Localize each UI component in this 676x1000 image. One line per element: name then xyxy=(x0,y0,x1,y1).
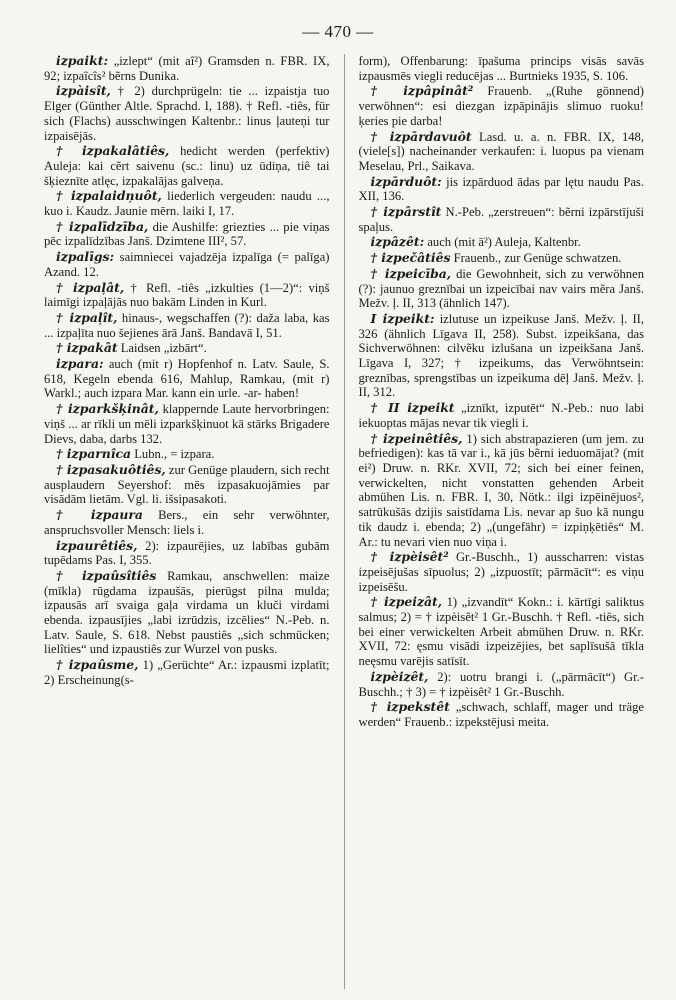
dictionary-entry-izpeiciba xyxy=(359,267,645,311)
page-number: — 470 — xyxy=(302,22,374,41)
entry-headword: izpaikt: xyxy=(56,54,109,68)
entry-body: „izlept“ (mit aî²) Gramsden n. FBR. IX, 92; izpaîcîs² bẽrns Dunika. xyxy=(44,54,330,83)
dictionary-entry-izpecaties xyxy=(359,251,645,266)
dictionary-entry-izparkskinat xyxy=(44,402,330,446)
dictionary-entry-izpardavuot xyxy=(359,130,645,174)
entry-headword: † izpèisêt² xyxy=(370,549,449,565)
entry-body: zur Genüge plaudern, sich recht ausplaudern Seyershof: mēs izpasakuojāmies par visādām lietām. Vgl. li. išsipasakoti. xyxy=(44,462,330,507)
entry-body: die Gewohnheit, sich zu verwöhnen (?): jaunuo greznībai un izpeicībai nav vairs mẽra Janš. Mežv. ļ. II, 313 (ähnlich 147). xyxy=(358,266,644,311)
entry-headword: † izparnîca xyxy=(56,446,132,462)
entry-body: Lubn., = izpara. xyxy=(134,447,215,462)
dictionary-entry-izpakat xyxy=(44,341,330,356)
dictionary-entry-izpasakuoties xyxy=(44,463,330,507)
dictionary-entry-izpaura xyxy=(44,508,330,537)
left-column xyxy=(44,54,330,989)
dictionary-entry-izpalaidnuot xyxy=(44,189,330,218)
entry-headword: † izpâpinât² xyxy=(370,83,474,99)
dictionary-entry-izpeizat xyxy=(359,595,645,669)
dictionary-entry-izpekstet xyxy=(359,700,645,729)
entry-body: 1) sich abstrapazieren (um jem. zu befriedigen): kas tā var i., kā jūs bẽrni ieduomājat? (mit ei²) Druw. n. RKr. XVII, 72; sich bei einer feinen, verwickelten, nicht vonstatten gehenden Arbeit abmühen Lis. n. FBR. I, 30, Nötk.: ilgi izpēinējuos², satrūkušās dzijis saistīdama Lis. nevar ap šuo kā nungu tik daudz i. ebenda; 2) „(ungefähr) = izpiņķētiês“ M. Ar.: tu nevari vien nuo viņa i. xyxy=(358,431,644,549)
entry-headword: † izpaļât, xyxy=(56,279,125,295)
entry-body: form), Offenbarung: īpašuma princips visās savās izpausmēs viegli reducējas ... Burtnieks 1935, S. 106. xyxy=(358,54,644,83)
entry-headword: † izpaļît, xyxy=(56,309,118,325)
entry-headword: † izpeicība, xyxy=(370,265,452,281)
entry-headword: izpalīgs: xyxy=(56,249,115,265)
entry-body: „schwach, schlaff, mager und träge werden“ Frauenb.: izpekstējusi meita. xyxy=(358,700,644,729)
entry-body: Laidsen „izbārt“. xyxy=(120,341,207,356)
entry-body: Gr.-Buschh., 1) ausscharren: vistas izpeisējušas sīpuolus; 2) „izpuostīt; pārmācīt“: es viņu izpeisēšu. xyxy=(358,550,644,594)
dictionary-entry-izpeiset xyxy=(359,550,645,594)
dictionary-entry-izpapinat xyxy=(359,84,645,128)
entry-headword: † izpeinêtiês, xyxy=(370,430,463,446)
entry-body: izlutuse un izpeikuse Janš. Mežv. ļ. II, 326 (ähnlich Līgava II, 258). Subst. izpeikšana, das Sichverwöhnen: cilvẽku izlušana un izpeikšana Janš. Līgava I, 327; † izpeikums, das Verwöhntsein: greznības, sprengstības un izpeikuma dēļ Janš. Mežv. ļ. II, 312. xyxy=(358,311,644,400)
dictionary-entry-izpaligs xyxy=(44,250,330,279)
entry-headword: izpàisît, xyxy=(56,83,111,99)
entry-headword: izpèizêt, xyxy=(370,668,429,684)
entry-body: Bers., ein sehr verwöhnter, anspruchsvoller Mensch: liels i. xyxy=(44,508,330,537)
entry-headword: † izpârstît xyxy=(370,204,442,220)
entry-body: klappernde Laute hervorbringen: viņš ... ar rīkli un mēli izparkšķinuot kā stārks Brigadere Dievs, daba, darbs 132. xyxy=(44,402,330,446)
entry-body: † 2) durchprügeln: tie ... izpaistja tuo Elger (Günther Altle. Sprachd. I, 188). † Refl. -tiês, für sich (Flachs) ausschwingen Kaltenbr.: linus ļauteņi tur izpaisējās. xyxy=(44,84,330,143)
dictionary-entry-izpausities xyxy=(44,569,330,657)
entry-headword: izpārduôt: xyxy=(370,173,442,189)
entry-body: hedicht werden (perfektiv) Auleja: kai cẽrt saivenu (sc.: linu) uz ūdiņa, tiê tai šķieznīte atlęc, izpakalājas galveņa. xyxy=(44,144,330,188)
entry-headword: izpâzêt: xyxy=(370,234,425,250)
dictionary-entry-izpeineties xyxy=(359,432,645,550)
entry-body: jis izpārduod ādas par lętu naudu Pas. XII, 136. xyxy=(358,174,644,204)
dictionary-entry-izpeikt2 xyxy=(359,401,645,430)
entry-headword: † izpakât xyxy=(56,340,118,356)
entry-body: auch (mit ā²) Auleja, Kaltenbr. xyxy=(427,235,581,250)
dictionary-entry-izpeizet xyxy=(359,670,645,699)
entry-headword: † II izpeikt xyxy=(370,400,455,416)
entry-body: auch (mit r) Hopfenhof n. Latv. Saule, S. 618, Kegeln ebenda 616, Mahlup, Ramkau, (mit r) Warkl.; auch izpara Mar. kann ein urle. -ar- haben! xyxy=(44,357,330,401)
entry-body: „iznīkt, izputēt“ N.-Peb.: nuo labi iekuoptas mājas nevar tik viegli i. xyxy=(358,401,644,430)
entry-headword: † izpaûsme, xyxy=(56,657,139,673)
dictionary-entry-izparnica xyxy=(44,447,330,462)
entry-body: 2): uotru brangi i. („pārmācīt“) Gr.-Buschh.; † 3) = † izpèisêt² 1 Gr.-Buschh. xyxy=(358,669,644,699)
entry-body: liederlich vergeuden: naudu ..., kuo i. Kaudz. Jaunie mērn. laiki I, 17. xyxy=(44,189,330,219)
dictionary-entry-izpalidziba xyxy=(44,220,330,249)
dictionary-entry-izpaisit xyxy=(44,84,330,143)
dictionary-entry-izpalat xyxy=(44,281,330,310)
entry-headword: izpara: xyxy=(56,356,104,372)
dictionary-columns xyxy=(44,54,644,989)
entry-headword: izpaurêtiês, xyxy=(56,537,138,553)
entry-headword: † izpeizât, xyxy=(370,594,443,610)
entry-headword: † izpārdavuôt xyxy=(370,128,472,144)
right-column xyxy=(359,54,645,989)
dictionary-entry-izpara xyxy=(44,357,330,401)
entry-body: 1) „izvandīt“ Kokn.: i. kārtīgi saliktus salmus; 2) = † izpèisêt² 1 Gr.-Buschh. † Refl. -tiês, sich bei einer verwickelten Arbeit abmühen Druw. n. RKr. XVII, 72: ęsmu visādi izpeizējies, bet saplīsušā tīkla neęsmu varējis satīsīt. xyxy=(358,595,644,669)
dictionary-entry-izpalit xyxy=(44,311,330,340)
dictionary-entry-izpaikt xyxy=(44,54,330,83)
entry-body: 2): izpaurējies, uz labības gubām tupēdams Pas. I, 355. xyxy=(44,538,330,568)
entry-headword: † izpalīdzība, xyxy=(56,218,149,234)
entry-body: Frauenb., zur Genüge schwatzen. xyxy=(453,251,622,266)
dictionary-entry-izpaureties xyxy=(44,539,330,568)
entry-headword: † izparkšķinât, xyxy=(56,401,159,417)
entry-headword: † izpasakuôtiês, xyxy=(56,461,166,477)
entry-headword: † izpekstêt xyxy=(370,699,450,715)
dictionary-entry-izparduot xyxy=(359,175,645,204)
entry-body: Frauenb. „(Ruhe gönnend) verwöhnen“: esi diezgan izpāpinājis slimuo ruoku! ķeries pie darba! xyxy=(358,84,644,128)
dictionary-entry-izpakalaties xyxy=(44,144,330,188)
entry-body: Ramkau, anschwellen: maize (mīkla) rūgdama izpaušās, pierūgst pilna mulda; izpausās arī svaiga gaļa virdama un kluči virdami ebenda. izpausījies „labi izrūdzis, izcēlies“ N.-Peb. n. Latv. Saule, S. 618. Nebst paustiês „sich schmücken; lielîties“ und izpaustiês zur Wurzel von pusks. xyxy=(44,568,330,657)
entry-headword: † izpaûsîtiês xyxy=(56,567,157,583)
entry-body: † Refl. -tiês „izkulties (1—2)“: viņš laimīgi izpaļājās nuo bakām Linden in Kurl. xyxy=(44,280,330,310)
dictionary-entry-izpazet xyxy=(359,235,645,250)
entry-headword: † izpalaidņuôt, xyxy=(56,188,162,204)
entry-headword: † izpečâtiês xyxy=(370,250,451,266)
dictionary-entry-izpausme xyxy=(44,658,330,687)
column-divider xyxy=(344,54,345,989)
entry-body: N.-Peb. „zerstreuen“: bẽrni izpārstījuši spaļus. xyxy=(358,205,644,234)
entry-body: Lasd. u. a. n. FBR. IX, 148, (viele[s]) nacheinander verkaufen: i. luopus pa vienam Meselau, Prl., Saikava. xyxy=(358,129,644,173)
entry-headword: I izpeikt: xyxy=(370,310,435,326)
entry-headword: † izpakalâtiês, xyxy=(56,143,170,159)
entry-body: hinaus-, wegschaffen (?): daža laba, kas ... izpaļīta nuo šejienes ārā Janš. Bandavā I, 51. xyxy=(44,310,330,340)
entry-body: saimniecei vajadzēja izpalīga (= palīga) Azand. 12. xyxy=(44,250,330,279)
entry-headword: † izpaura xyxy=(56,507,143,523)
dictionary-entry-cont-form xyxy=(359,54,645,83)
dictionary-entry-izparstit xyxy=(359,205,645,234)
entry-body: 1) „Gerüchte“ Ar.: izpausmi izplatīt; 2) Erscheinung(s- xyxy=(44,658,330,687)
entry-body: die Aushilfe: griezties ... pie viņas pēc izpalīdzības Janš. Dzimtene III², 57. xyxy=(44,219,330,249)
dictionary-entry-izpeikt xyxy=(359,312,645,400)
